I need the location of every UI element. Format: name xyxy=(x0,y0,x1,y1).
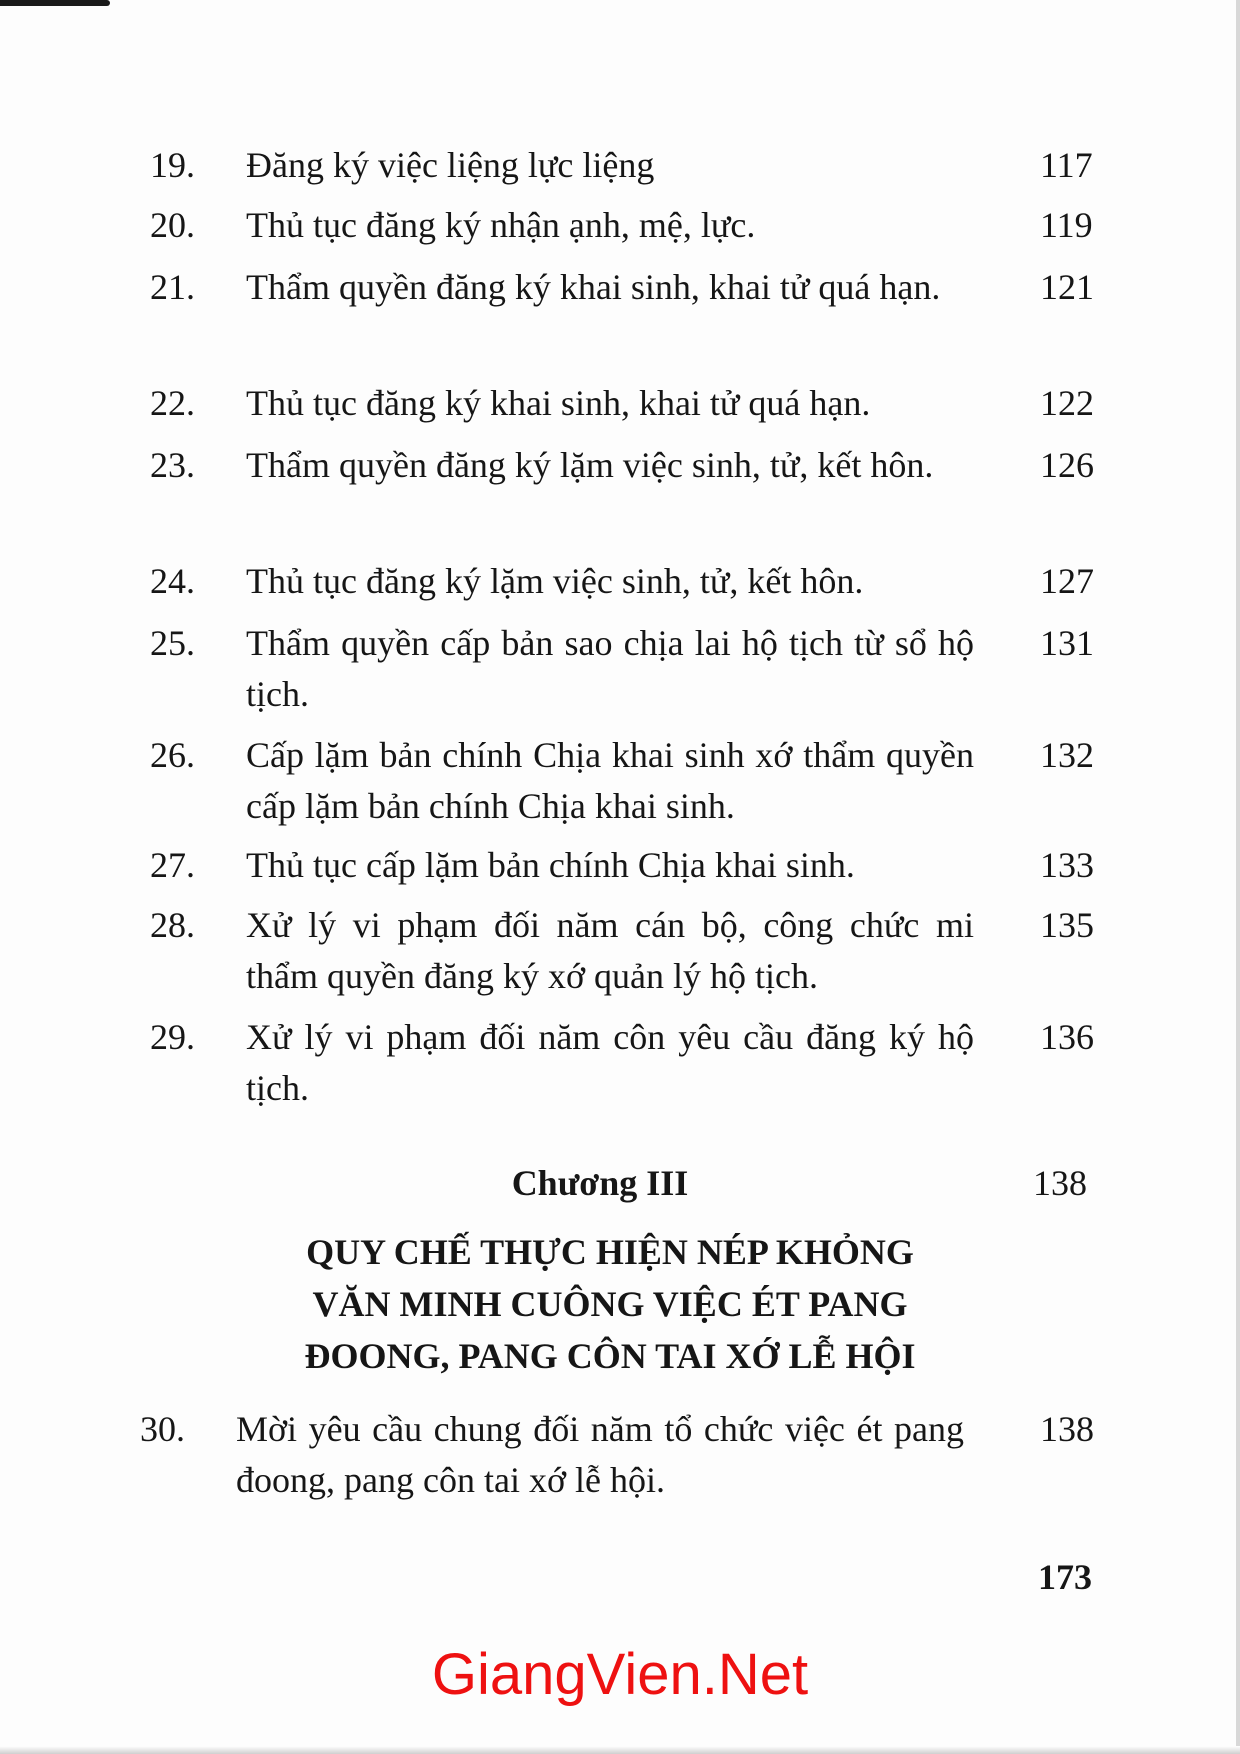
entry-title: Thủ tục cấp lặm bản chính Chịa khai sinh. xyxy=(246,845,855,885)
watermark-text: GiangVien.Net xyxy=(431,1642,809,1707)
chapter-title xyxy=(240,1226,980,1382)
entry-page: 117 xyxy=(1040,145,1093,185)
entry-number: 20. xyxy=(150,205,195,245)
entry-page: 119 xyxy=(1040,205,1093,245)
entry-title: Xử lý vi phạm đối năm cán bộ, công chức mi thẩm quyền đăng ký xớ quản lý hộ tịch. xyxy=(246,905,974,996)
entry-number: 29. xyxy=(150,1017,195,1057)
entry-page: 136 xyxy=(1040,1017,1094,1057)
chapter-title-line: VĂN MINH CUÔNG VIỆC ÉT PANG xyxy=(312,1284,908,1324)
entry-number: 28. xyxy=(150,905,195,945)
entry-number: 19. xyxy=(150,145,195,185)
entry-page: 132 xyxy=(1040,735,1094,775)
entry-number: 25. xyxy=(150,623,195,663)
page-edge-right xyxy=(1236,0,1240,1754)
entry-page: 126 xyxy=(1040,445,1094,485)
page-number: 173 xyxy=(1038,1557,1092,1597)
entry-page: 121 xyxy=(1040,267,1094,307)
entry-title: Thủ tục đăng ký nhận ạnh, mệ, lực. xyxy=(246,205,756,245)
entry-title: Đăng ký việc liệng lực liệng xyxy=(246,145,655,185)
entry-title: Mời yêu cầu chung đối năm tổ chức việc ét pang đoong, pang côn tai xớ lễ hội. xyxy=(236,1409,964,1500)
chapter-label: Chương III xyxy=(511,1163,689,1203)
page-edge-bottom xyxy=(0,1746,1240,1754)
entry-title: Thẩm quyền đăng ký khai sinh, khai tử quá hạn. xyxy=(246,267,941,307)
entry-page: 122 xyxy=(1040,383,1094,423)
entry-number: 24. xyxy=(150,561,195,601)
entry-number: 30. xyxy=(140,1409,185,1449)
entry-number: 21. xyxy=(150,267,195,307)
entry-page: 135 xyxy=(1040,905,1094,945)
chapter-title-line: QUY CHẾ THỰC HIỆN NÉP KHỎNG xyxy=(306,1232,914,1272)
entry-number: 27. xyxy=(150,845,195,885)
entry-number: 23. xyxy=(150,445,195,485)
entry-number: 22. xyxy=(150,383,195,423)
entry-title: Xử lý vi phạm đối năm côn yêu cầu đăng ký hộ tịch. xyxy=(246,1017,974,1108)
entry-page: 138 xyxy=(1040,1409,1094,1449)
entry-page: 131 xyxy=(1040,623,1094,663)
chapter-title-line: ĐOONG, PANG CÔN TAI XỚ LỄ HỘI xyxy=(304,1336,916,1376)
entry-title: Thẩm quyền đăng ký lặm việc sinh, tử, kết hôn. xyxy=(246,445,934,485)
entry-title: Cấp lặm bản chính Chịa khai sinh xớ thẩm quyền cấp lặm bản chính Chịa khai sinh. xyxy=(246,735,974,826)
entry-number: 26. xyxy=(150,735,195,775)
entry-title: Thẩm quyền cấp bản sao chịa lai hộ tịch từ sổ hộ tịch. xyxy=(246,623,974,714)
entry-page: 127 xyxy=(1040,561,1094,601)
entry-title: Thủ tục đăng ký khai sinh, khai tử quá hạn. xyxy=(246,383,871,423)
scan-corner-mark xyxy=(0,0,110,6)
entry-title: Thủ tục đăng ký lặm việc sinh, tử, kết hôn. xyxy=(246,561,864,601)
entry-page: 133 xyxy=(1040,845,1094,885)
chapter-page: 138 xyxy=(1033,1163,1087,1203)
